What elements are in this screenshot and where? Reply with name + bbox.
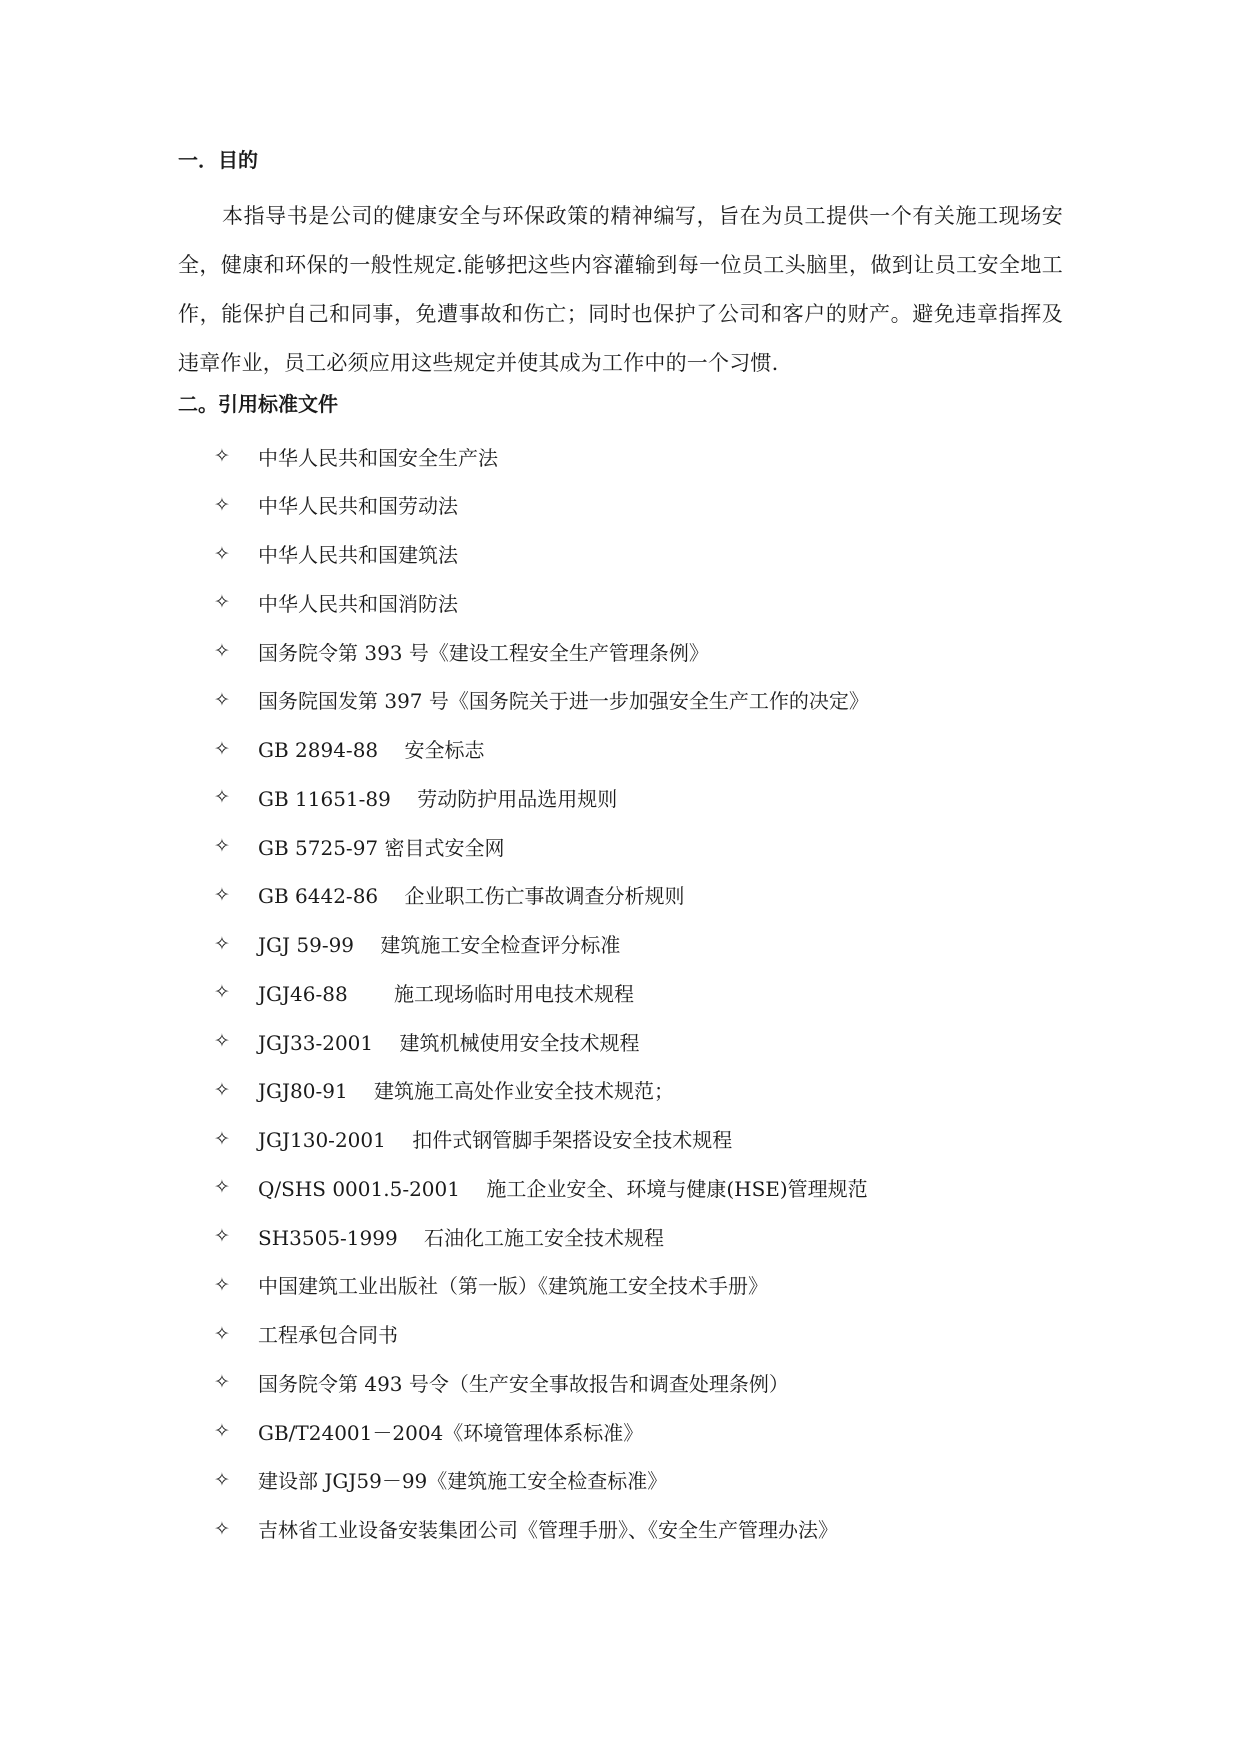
reference-item (214, 977, 634, 1007)
reference-text: Q/SHS 0001.5-2001 施工企业安全、环境与健康(HSE)管理规范 (258, 1176, 868, 1201)
reference-text: JGJ130-2001 扣件式钢管脚手架搭设安全技术规程 (258, 1128, 733, 1152)
diamond-bullet-icon: ✧ (214, 786, 230, 809)
reference-item (214, 1514, 838, 1544)
diamond-bullet-icon: ✧ (214, 1030, 230, 1052)
reference-item (214, 734, 485, 764)
reference-text: 中华人民共和国安全生产法 (258, 445, 498, 470)
diamond-bullet-icon: ✧ (214, 981, 230, 1004)
reference-item (214, 587, 458, 617)
reference-text: JGJ46-88 施工现场临时用电技术规程 (258, 981, 635, 1006)
diamond-bullet-icon: ✧ (214, 1127, 230, 1150)
reference-item (214, 1416, 643, 1446)
diamond-bullet-icon: ✧ (214, 1322, 230, 1345)
diamond-bullet-icon: ✧ (214, 542, 230, 565)
section-heading-references: 二。引用标准文件 (178, 392, 338, 416)
reference-text: GB 2894-88 安全标志 (258, 738, 485, 762)
reference-item (214, 441, 498, 471)
reference-item (214, 782, 617, 812)
diamond-bullet-icon: ✧ (214, 591, 230, 614)
diamond-bullet-icon: ✧ (214, 445, 230, 467)
reference-text: 国务院令第 393 号《建设工程安全生产管理条例》 (258, 640, 709, 665)
reference-item (214, 490, 458, 520)
reference-text: JGJ80-91 建筑施工高处作业安全技术规范； (258, 1079, 675, 1104)
reference-text: 中华人民共和国建筑法 (258, 543, 458, 567)
diamond-bullet-icon: ✧ (214, 1517, 230, 1540)
diamond-bullet-icon: ✧ (214, 1371, 230, 1394)
reference-item (214, 1221, 664, 1251)
diamond-bullet-icon: ✧ (214, 640, 230, 662)
reference-item (214, 1367, 789, 1397)
reference-text: 国务院国发第 397 号《国务院关于进一步加强安全生产工作的决定》 (258, 689, 869, 714)
reference-item (214, 1026, 639, 1056)
diamond-bullet-icon: ✧ (214, 688, 230, 711)
diamond-bullet-icon: ✧ (214, 493, 230, 516)
diamond-bullet-icon: ✧ (214, 835, 230, 857)
diamond-bullet-icon: ✧ (214, 1420, 230, 1442)
reference-item (214, 1075, 674, 1105)
reference-text: 中华人民共和国消防法 (258, 591, 458, 616)
reference-item (214, 1319, 398, 1349)
reference-text: 建设部 JGJ59－99《建筑施工安全检查标准》 (258, 1469, 668, 1494)
reference-item (214, 1465, 667, 1495)
diamond-bullet-icon: ✧ (214, 1273, 230, 1296)
reference-text: 吉林省工业设备安装集团公司《管理手册》、《安全生产管理办法》 (258, 1518, 838, 1542)
reference-item (214, 636, 709, 666)
reference-text: GB 5725-97 密目式安全网 (258, 835, 505, 860)
reference-text: JGJ 59-99 建筑施工安全检查评分标准 (258, 933, 621, 957)
reference-item (214, 1270, 768, 1300)
reference-text: JGJ33-2001 建筑机械使用安全技术规程 (258, 1030, 640, 1055)
reference-item (214, 880, 685, 910)
diamond-bullet-icon: ✧ (214, 1078, 230, 1101)
reference-text: SH3505-1999 石油化工施工安全技术规程 (258, 1225, 665, 1250)
reference-text: 中国建筑工业出版社（第一版）《建筑施工安全技术手册》 (258, 1274, 768, 1299)
diamond-bullet-icon: ✧ (214, 1176, 230, 1199)
reference-item (214, 1172, 868, 1202)
reference-text: 中华人民共和国劳动法 (258, 494, 458, 519)
diamond-bullet-icon: ✧ (214, 883, 230, 906)
reference-text: GB 11651-89 劳动防护用品选用规则 (258, 786, 618, 811)
reference-text: 工程承包合同书 (258, 1323, 398, 1347)
reference-item (214, 539, 458, 569)
reference-text: GB 6442-86 企业职工伤亡事故调查分析规则 (258, 884, 685, 909)
reference-item (214, 1124, 732, 1154)
reference-text: 国务院令第 493 号令（生产安全事故报告和调查处理条例） (258, 1371, 789, 1396)
diamond-bullet-icon: ✧ (214, 1225, 230, 1247)
purpose-paragraph: 本指导书是公司的健康安全与环保政策的精神编写，旨在为员工提供一个有关施工现场安全，健康和环保的一般性规定.能够把这些内容灌输到每一位员工头脑里，做到让员工安全地工作，能保护自己和同事，免遭事故和伤亡；同时也保护了公司和客户的财产。避免违章指挥及违章作业，员工必须应用这些规定并使其成为工作中的一个习惯. (178, 204, 1063, 375)
reference-item (214, 685, 869, 715)
diamond-bullet-icon: ✧ (214, 1468, 230, 1491)
section-heading-purpose: 一．目的 (178, 148, 258, 172)
diamond-bullet-icon: ✧ (214, 737, 230, 760)
reference-item (214, 929, 620, 959)
reference-item (214, 831, 505, 861)
reference-text: GB/T24001－2004《环境管理体系标准》 (258, 1420, 644, 1445)
diamond-bullet-icon: ✧ (214, 932, 230, 955)
